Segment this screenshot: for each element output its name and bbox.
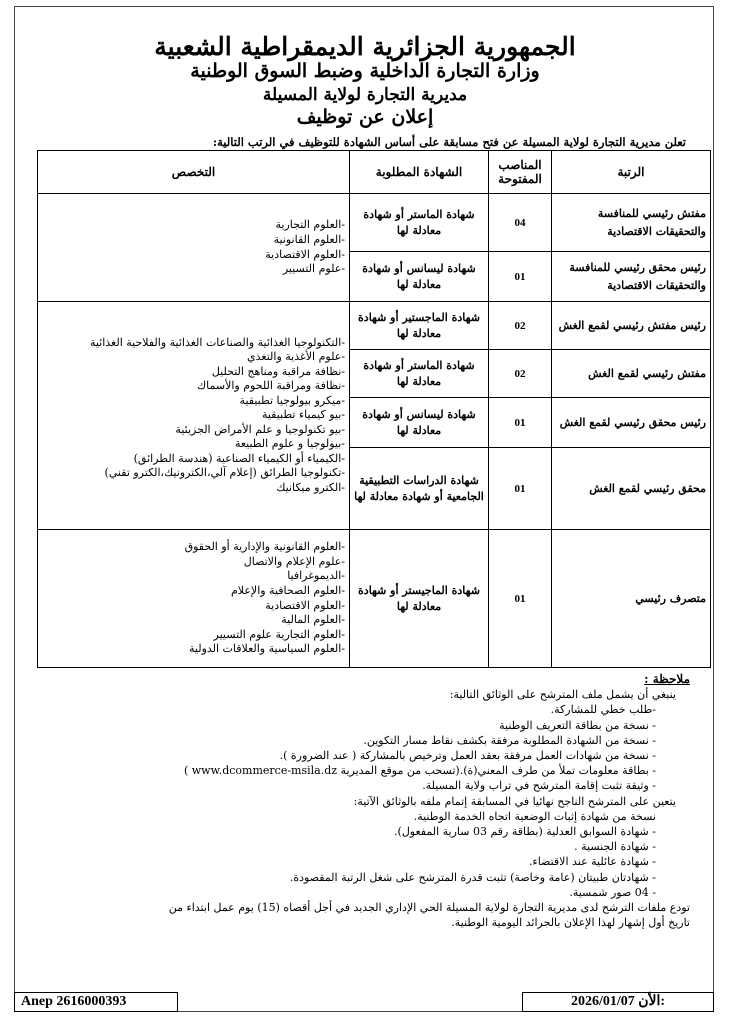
- rank-cell: محقق رئيسي لقمع الغش: [552, 448, 711, 530]
- certificate-cell: شهادة الماستر أو شهادة معادلة لها: [350, 350, 489, 398]
- specialty-item: -العلوم القانونية والإدارية أو الحقوق: [184, 540, 345, 554]
- certificate-cell: شهادة ليسانس أو شهادة معادلة لها: [350, 398, 489, 448]
- specialty-item: -ميكرو بيولوجيا تطبيقية: [239, 393, 345, 407]
- rank-cell: رئيس محقق رئيسي لقمع الغش: [552, 398, 711, 448]
- republic-heading: الجمهورية الجزائرية الديمقراطية الشعبية: [154, 32, 576, 61]
- specialty-item: -العلوم الصحافية والإعلام: [230, 583, 345, 597]
- table-header-row: [38, 151, 711, 194]
- table-row: [38, 194, 711, 252]
- final-intro: يتعين على المترشح الناجح نهائيا في المسابقة إتمام ملفه بالوثائق الآتية:: [353, 794, 676, 808]
- file-item: - نسخة من شهادات العمل مرفقة بعقد العمل وترخيص بالمشاركة ( عند الضرورة ).: [279, 749, 656, 763]
- final-item: - شهادة عائلية عند الاقتضاء.: [529, 855, 656, 869]
- specialty-item: -العلوم التجارية: [275, 218, 345, 232]
- certificate-cell: شهادة الماستر أو شهادة معادلة لها: [350, 194, 489, 252]
- rank-cell: متصرف رئيسي: [552, 530, 711, 668]
- posts-cell: 01: [489, 252, 552, 302]
- final-item: - شهادة السوابق العدلية (بطاقة رقم 03 سارية المفعول).: [394, 825, 656, 839]
- specialty-item: -الديموغرافيا: [287, 569, 345, 583]
- posts-cell: 01: [489, 530, 552, 668]
- specialty-item: -التكنولوجيا الغذائية والصناعات الغذائية والفلاحية الغذائية: [89, 335, 345, 349]
- specialty-cell-competition: [38, 194, 350, 302]
- certificate-cell: شهادة الدراسات التطبيقية الجامعية أو شهادة معادلة لها: [350, 448, 489, 530]
- specialty-item: -علوم الأغذية والتغذي: [247, 350, 345, 364]
- final-item: - 04 صور شمسية.: [569, 885, 656, 899]
- final-item: - شهادتان طبيتان (عامة وخاصة) تثبت قدرة المترشح على شغل الرتبة المقصودة.: [289, 870, 656, 884]
- specialty-item: -نظافة مراقبة ومناهج التحليل: [211, 364, 345, 378]
- publication-date: 2026/01/07: [570, 994, 635, 1009]
- specialty-item: -بيولوجيا و علوم الطبيعة: [234, 437, 345, 451]
- specialty-item: -علوم التسيير: [282, 262, 345, 276]
- table-row: [38, 302, 711, 350]
- deposit-line: تاريخ أول إشهار لهذا الإعلان بالجرائد اليومية الوطنية.: [451, 916, 690, 930]
- rank-cell: رئيس مفتش رئيسي لقمع الغش: [552, 302, 711, 350]
- specialty-item: -الكيمياء أو الكيمياء الصناعية (هندسة الطرائق): [133, 451, 345, 465]
- positions-table: [37, 150, 711, 668]
- file-item: - وثيقة تثبت إقامة المترشح في تراب ولاية المسيلة.: [422, 779, 656, 793]
- posts-cell: 01: [489, 398, 552, 448]
- posts-cell: 02: [489, 302, 552, 350]
- specialty-item: -بيو كيمياء تطبيقية: [261, 408, 345, 422]
- header-rank: الرتبة: [552, 151, 711, 194]
- specialty-cell-fraud: [38, 302, 350, 530]
- file-item: - بطاقة معلومات تملأ من طرف المعني(ة).(تسحب من موقع المديرية www.dcommerce-msila.dz ): [183, 764, 656, 778]
- rank-cell: رئيس محقق رئيسي للمنافسة والتحقيقات الاقتصادية: [552, 252, 711, 302]
- final-item: - شهادة الجنسية .: [574, 840, 656, 854]
- specialty-item: -نظافة ومراقبة اللحوم والأسماك: [197, 379, 345, 393]
- anep-reference: Anep 2616000393: [14, 992, 178, 1012]
- file-item: -طلب خطي للمشاركة.: [550, 703, 656, 717]
- header-posts: المناصب المفتوحة: [489, 151, 552, 194]
- specialty-item: -العلوم المالية: [281, 613, 345, 627]
- publication-date-box: [522, 992, 714, 1012]
- specialty-item: -العلوم الاقتصادية: [265, 598, 345, 612]
- notes-title: ملاحظة :: [644, 672, 690, 686]
- posts-cell: 04: [489, 194, 552, 252]
- notice-title: إعلان عن توظيف: [296, 106, 434, 128]
- rank-cell: مفتش رئيسي لقمع الغش: [552, 350, 711, 398]
- specialty-item: -علوم الإعلام والاتصال: [243, 554, 345, 568]
- file-item: - نسخة من الشهادة المطلوبة مرفقة بكشف نقاط مسار التكوين.: [363, 733, 656, 747]
- file-intro: ينبغي أن يشمل ملف المترشح على الوثائق التالية:: [449, 688, 676, 702]
- notes-section: [40, 672, 690, 930]
- specialty-item: -العلوم القانونية: [273, 232, 345, 246]
- deposit-line: تودع ملفات الترشح لدى مديرية التجارة لولاية المسيلة الحي الإداري الجديد في أجل أقصاه (15) يوم عمل ابتداء من: [168, 901, 690, 915]
- header-certificate: الشهادة المطلوبة: [350, 151, 489, 194]
- date-prefix: الأن:: [638, 994, 666, 1009]
- specialty-item: -العلوم الاقتصادية: [265, 247, 345, 261]
- posts-cell: 02: [489, 350, 552, 398]
- file-item: - نسخة من بطاقة التعريف الوطنية: [499, 718, 656, 732]
- final-item: نسخة من شهادة إثبات الوضعية اتجاه الخدمة الوطنية.: [413, 809, 656, 823]
- rank-cell: مفتش رئيسي للمنافسة والتحقيقات الاقتصادية: [552, 194, 711, 252]
- posts-cell: 01: [489, 448, 552, 530]
- certificate-cell: شهادة الماجيستر أو شهادة معادلة لها: [350, 530, 489, 668]
- certificate-cell: شهادة الماجستير أو شهادة معادلة لها: [350, 302, 489, 350]
- table-row: [38, 530, 711, 668]
- intro-text: تعلن مديرية التجارة لولاية المسيلة عن فتح مسابقة على أساس الشهادة للتوظيف في الرتب التالية:: [212, 135, 686, 149]
- ministry-heading: وزارة التجارة الداخلية وضبط السوق الوطنية: [190, 60, 540, 82]
- directorate-heading: مديرية التجارة لولاية المسيلة: [262, 85, 468, 105]
- specialty-item: -تكنولوجيا الطرائق (إعلام آلي،الكترونيك،الكترو تقني): [104, 466, 345, 480]
- specialty-item: -العلوم السياسية والعلاقات الدولية: [189, 642, 345, 656]
- specialty-cell-admin: [38, 530, 350, 668]
- specialty-item: -الكترو ميكانيك: [276, 480, 345, 494]
- header-specialty: التخصص: [38, 151, 350, 194]
- specialty-item: -العلوم التجارية علوم التسيير: [213, 627, 345, 641]
- specialty-item: -بيو تكنولوجيا و علم الأمراض الجزيئية: [175, 422, 345, 436]
- certificate-cell: شهادة ليسانس أو شهادة معادلة لها: [350, 252, 489, 302]
